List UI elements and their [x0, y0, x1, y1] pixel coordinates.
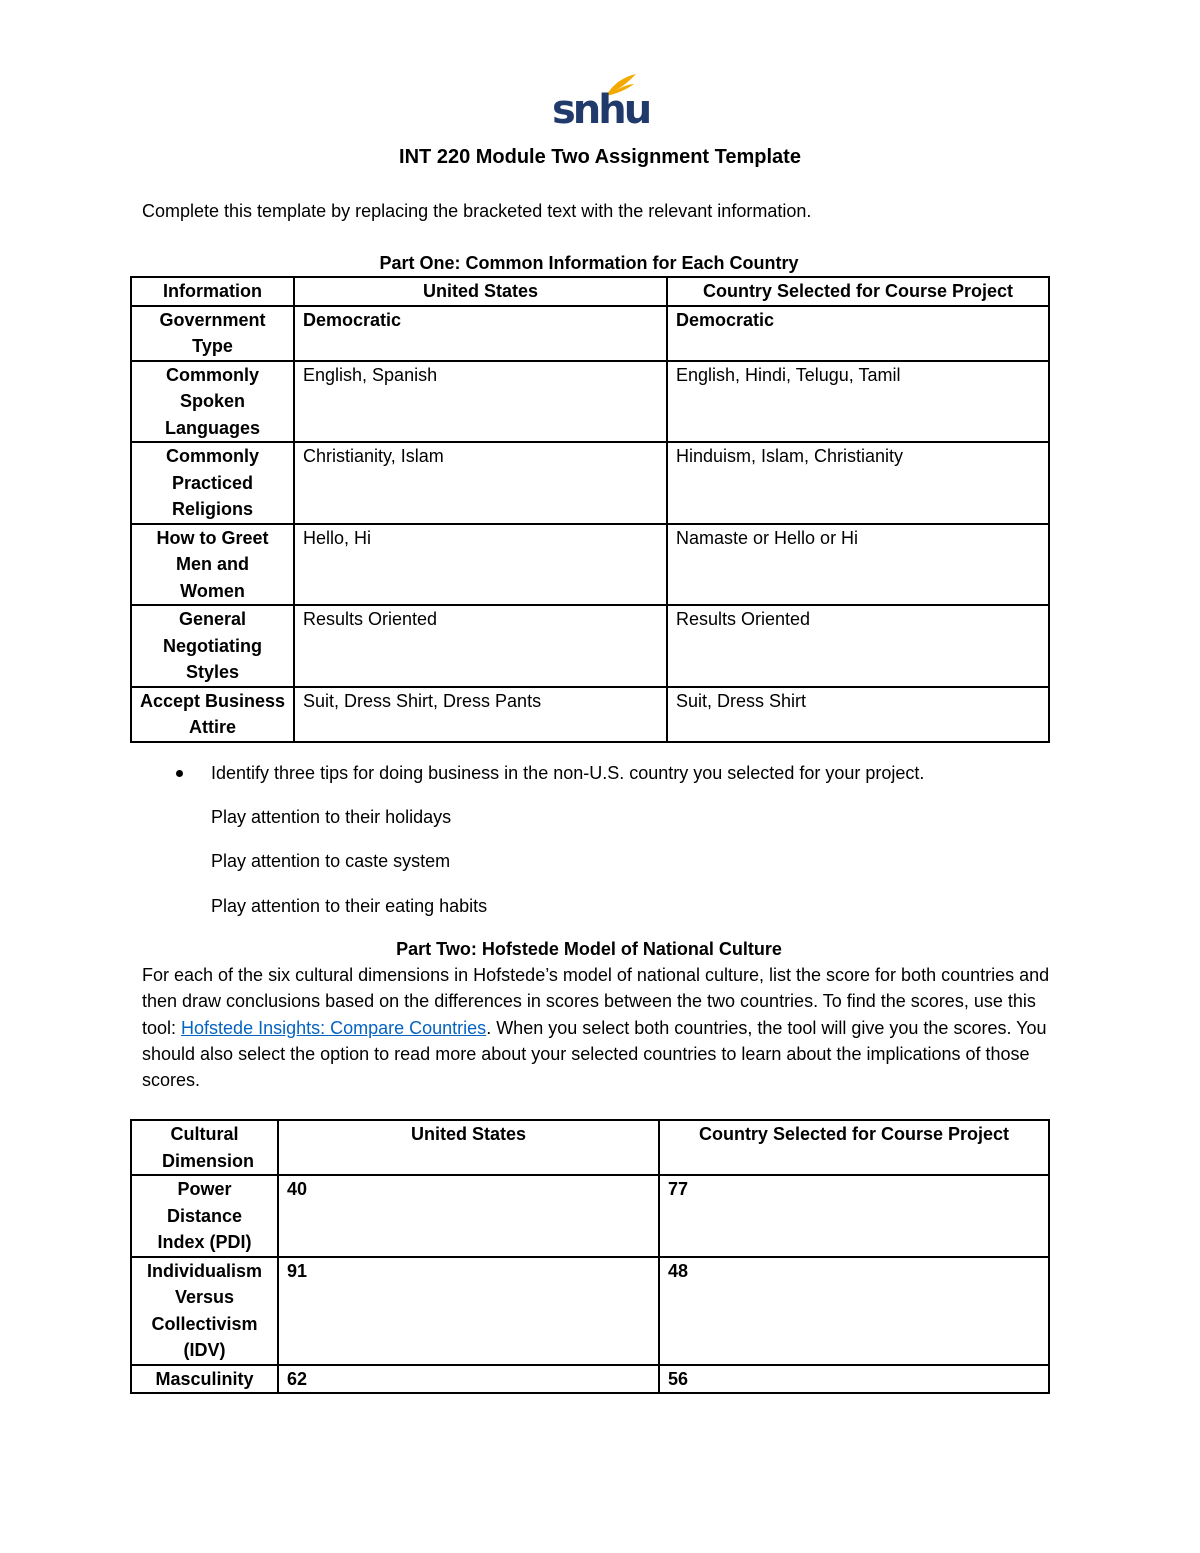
table-row: [131, 361, 1049, 443]
part-two-instructions: [142, 962, 1062, 1093]
header-selected-country: Country Selected for Course Project: [659, 1120, 1049, 1175]
tip-item: Play attention to their holidays: [211, 807, 452, 827]
other-value: Namaste or Hello or Hi: [667, 524, 1049, 606]
row-label: Commonly Spoken Languages: [131, 361, 294, 443]
row-label: Government Type: [131, 306, 294, 361]
header-selected-country: Country Selected for Course Project: [667, 277, 1049, 306]
us-value: Results Oriented: [294, 605, 667, 687]
intro-text: Complete this template by replacing the bracketed text with the relevant information.: [142, 201, 812, 221]
table-row: [131, 524, 1049, 606]
bullet-icon: [176, 770, 183, 777]
hofstede-compare-link[interactable]: Hofstede Insights: Compare Countries: [181, 1017, 487, 1038]
us-value: Christianity, Islam: [294, 442, 667, 524]
tips-prompt: Identify three tips for doing business in the non-U.S. country you selected for your project.: [211, 763, 925, 783]
hofstede-table: [130, 1119, 1050, 1394]
common-info-table: [130, 276, 1050, 743]
us-score: 62: [278, 1365, 659, 1394]
table-header-row: [131, 277, 1049, 306]
other-value: Suit, Dress Shirt: [667, 687, 1049, 742]
us-value: English, Spanish: [294, 361, 667, 443]
us-score: 40: [278, 1175, 659, 1257]
us-value: Democratic: [294, 306, 667, 361]
other-value: English, Hindi, Telugu, Tamil: [667, 361, 1049, 443]
table-row: [131, 1175, 1049, 1257]
row-label: Individualism Versus Collectivism (IDV): [131, 1257, 278, 1365]
other-score: 48: [659, 1257, 1049, 1365]
table-row: [131, 442, 1049, 524]
row-label: Power Distance Index (PDI): [131, 1175, 278, 1257]
table-row: [131, 605, 1049, 687]
us-score: 91: [278, 1257, 659, 1365]
row-label: How to Greet Men and Women: [131, 524, 294, 606]
table-row: [131, 306, 1049, 361]
row-label: Masculinity: [131, 1365, 278, 1394]
other-value: Hinduism, Islam, Christianity: [667, 442, 1049, 524]
header-cultural-dimension: Cultural Dimension: [131, 1120, 278, 1175]
us-value: Suit, Dress Shirt, Dress Pants: [294, 687, 667, 742]
table-row: [131, 1365, 1049, 1394]
row-label: Accept Business Attire: [131, 687, 294, 742]
part-two-caption: Part Two: Hofstede Model of National Culture: [396, 939, 782, 959]
document-title: INT 220 Module Two Assignment Template: [399, 146, 801, 168]
header-united-states: United States: [278, 1120, 659, 1175]
logo-text: snhu: [552, 87, 650, 133]
row-label: General Negotiating Styles: [131, 605, 294, 687]
other-value: Democratic: [667, 306, 1049, 361]
instructions-text: For each of the six cultural dimensions in Hofstede’s model of national culture, list the score for both countries and then draw conclusions based on the differences in scores between the two countries. To find the scores, use this tool:: [142, 965, 1050, 1038]
part-one-caption: Part One: Common Information for Each Country: [379, 253, 799, 273]
table-row: [131, 687, 1049, 742]
us-value: Hello, Hi: [294, 524, 667, 606]
instructions-text-continued: . When you select both countries, the tool will give you the scores. You should also select the option to read more about your selected countries to learn about the implications of those scores.: [142, 1017, 1047, 1091]
tip-item: Play attention to caste system: [211, 851, 451, 871]
other-score: 56: [659, 1365, 1049, 1394]
table-row: [131, 1257, 1049, 1365]
other-score: 77: [659, 1175, 1049, 1257]
row-label: Commonly Practiced Religions: [131, 442, 294, 524]
header-united-states: United States: [294, 277, 667, 306]
tip-item: Play attention to their eating habits: [211, 896, 488, 916]
snhu-logo: [552, 72, 650, 136]
header-information: Information: [131, 277, 294, 306]
table-header-row: [131, 1120, 1049, 1175]
other-value: Results Oriented: [667, 605, 1049, 687]
